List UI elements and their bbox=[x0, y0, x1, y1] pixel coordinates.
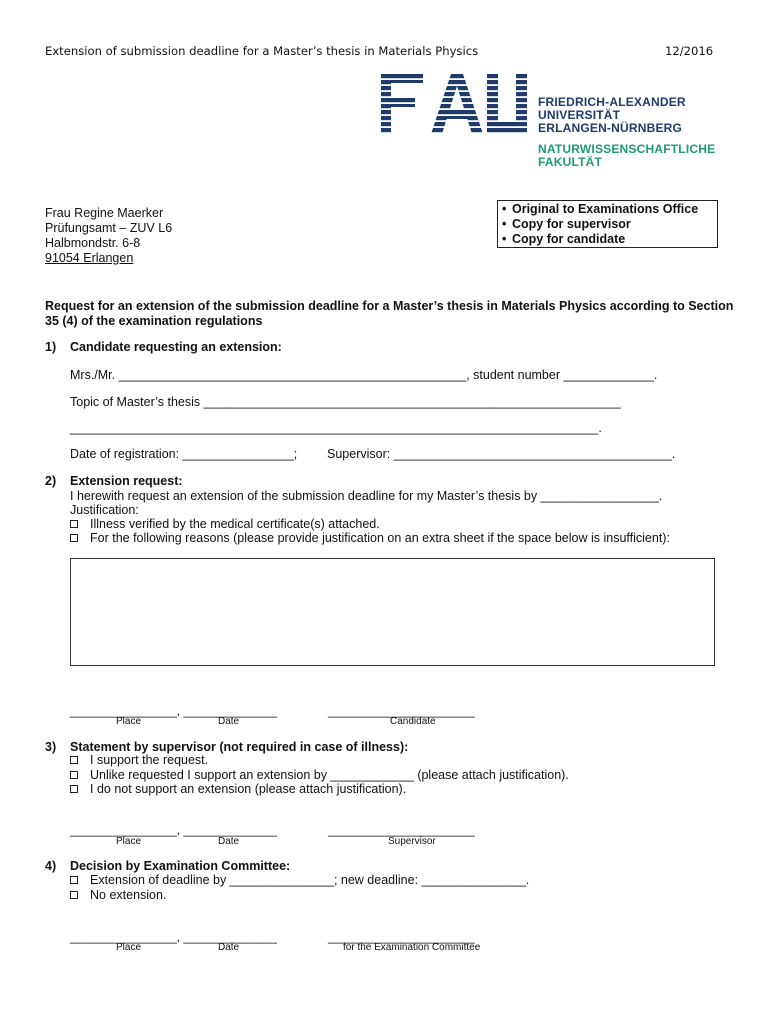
extension-granted-option[interactable] bbox=[70, 873, 529, 888]
section2-number: 2) bbox=[45, 474, 57, 488]
support-option-label: I support the request. bbox=[90, 753, 209, 767]
section3-number: 3) bbox=[45, 740, 57, 754]
reasons-text-area[interactable] bbox=[70, 558, 715, 666]
bullet-icon: • bbox=[502, 202, 507, 216]
bullet-icon: • bbox=[502, 232, 507, 246]
address-office: Prüfungsamt – ZUV L6 bbox=[45, 221, 173, 235]
checkbox-icon[interactable] bbox=[70, 891, 78, 899]
place-label: Place bbox=[116, 836, 142, 847]
no-support-option[interactable] bbox=[70, 782, 406, 797]
faculty-name: NATURWISSENSCHAFTLICHE FAKULTÄT bbox=[538, 142, 716, 169]
reasons-option[interactable] bbox=[70, 531, 670, 546]
distribution-box bbox=[497, 200, 718, 248]
candidate-label: Candidate bbox=[390, 716, 436, 727]
recipient-address bbox=[45, 206, 172, 266]
place-label: Place bbox=[116, 942, 142, 953]
thesis-topic-field-continued[interactable]: ____________________________________________________________________________. bbox=[70, 421, 602, 435]
no-extension-option[interactable] bbox=[70, 888, 166, 903]
committee-place-date-line[interactable]: ________________, ______________ bbox=[70, 930, 277, 944]
section4-heading: Decision by Examination Committee: bbox=[70, 859, 291, 873]
request-title: Request for an extension of the submission deadline for a Master’s thesis in Materials Physics according to Section 35 (4) of the examination regulations bbox=[45, 299, 734, 328]
place-label: Place bbox=[116, 716, 142, 727]
fau-logo-graphic bbox=[381, 74, 527, 134]
committee-signature-line[interactable]: ______________________ bbox=[328, 930, 475, 944]
address-city: 91054 Erlangen bbox=[45, 251, 134, 265]
document-header-title: Extension of submission deadline for a Master’s thesis in Materials Physics bbox=[45, 44, 479, 58]
supervisor-place-date-line[interactable]: ________________, ______________ bbox=[70, 823, 277, 837]
checkbox-icon[interactable] bbox=[70, 520, 78, 528]
address-name: Frau Regine Maerker bbox=[45, 206, 164, 220]
reasons-option-label: For the following reasons (please provide justification on an extra sheet if the space below is insufficient): bbox=[90, 531, 670, 545]
section3-heading: Statement by supervisor (not required in case of illness): bbox=[70, 740, 409, 754]
illness-option[interactable] bbox=[70, 517, 380, 532]
support-option[interactable] bbox=[70, 753, 208, 768]
supervisor-field[interactable]: Supervisor: ________________________________________. bbox=[327, 447, 676, 461]
checkbox-icon[interactable] bbox=[70, 771, 78, 779]
distribution-item: • Copy for candidate bbox=[502, 232, 626, 246]
no-extension-option-label: No extension. bbox=[90, 888, 167, 902]
candidate-name-field[interactable]: Mrs./Mr. __________________________________________________, student number _____________. bbox=[70, 368, 658, 382]
checkbox-icon[interactable] bbox=[70, 534, 78, 542]
no-support-option-label: I do not support an extension (please attach justification). bbox=[90, 782, 407, 796]
date-label: Date bbox=[218, 942, 240, 953]
illness-option-label: Illness verified by the medical certificate(s) attached. bbox=[90, 517, 380, 531]
thesis-topic-field[interactable]: Topic of Master’s thesis ____________________________________________________________ bbox=[70, 395, 621, 409]
address-street: Halbmondstr. 6-8 bbox=[45, 236, 141, 250]
extension-duration-field[interactable]: I herewith request an extension of the submission deadline for my Master’s thesis by _________________. bbox=[70, 489, 663, 503]
justification-label: Justification: bbox=[70, 503, 139, 517]
checkbox-icon[interactable] bbox=[70, 785, 78, 793]
section1-number: 1) bbox=[45, 340, 57, 354]
extension-granted-option-label: Extension of deadline by _______________; new deadline: _______________. bbox=[90, 873, 530, 887]
section4-number: 4) bbox=[45, 859, 57, 873]
checkbox-icon[interactable] bbox=[70, 876, 78, 884]
candidate-place-date-line[interactable]: ________________, ______________ bbox=[70, 704, 277, 718]
supervisor-signature-line[interactable]: ______________________ bbox=[328, 823, 475, 837]
candidate-signature-line[interactable]: ______________________ bbox=[328, 704, 475, 718]
distribution-item: • Copy for supervisor bbox=[502, 217, 631, 231]
university-name: FRIEDRICH-ALEXANDER UNIVERSITÄT ERLANGEN-NÜRNBERG bbox=[538, 95, 686, 135]
partial-support-option[interactable] bbox=[70, 768, 569, 783]
date-label: Date bbox=[218, 716, 240, 727]
section2-heading: Extension request: bbox=[70, 474, 183, 488]
committee-label: for the Examination Committee bbox=[343, 942, 481, 953]
distribution-item: • Original to Examinations Office bbox=[502, 202, 699, 216]
bullet-icon: • bbox=[502, 217, 507, 231]
document-date: 12/2016 bbox=[665, 44, 714, 58]
supervisor-label: Supervisor bbox=[388, 836, 436, 847]
date-label: Date bbox=[218, 836, 240, 847]
partial-support-option-label: Unlike requested I support an extension by ____________ (please attach justification). bbox=[90, 768, 569, 782]
registration-date-field[interactable]: Date of registration: ________________; bbox=[70, 447, 298, 461]
section1-heading: Candidate requesting an extension: bbox=[70, 340, 282, 354]
fau-logo bbox=[381, 74, 527, 134]
checkbox-icon[interactable] bbox=[70, 756, 78, 764]
